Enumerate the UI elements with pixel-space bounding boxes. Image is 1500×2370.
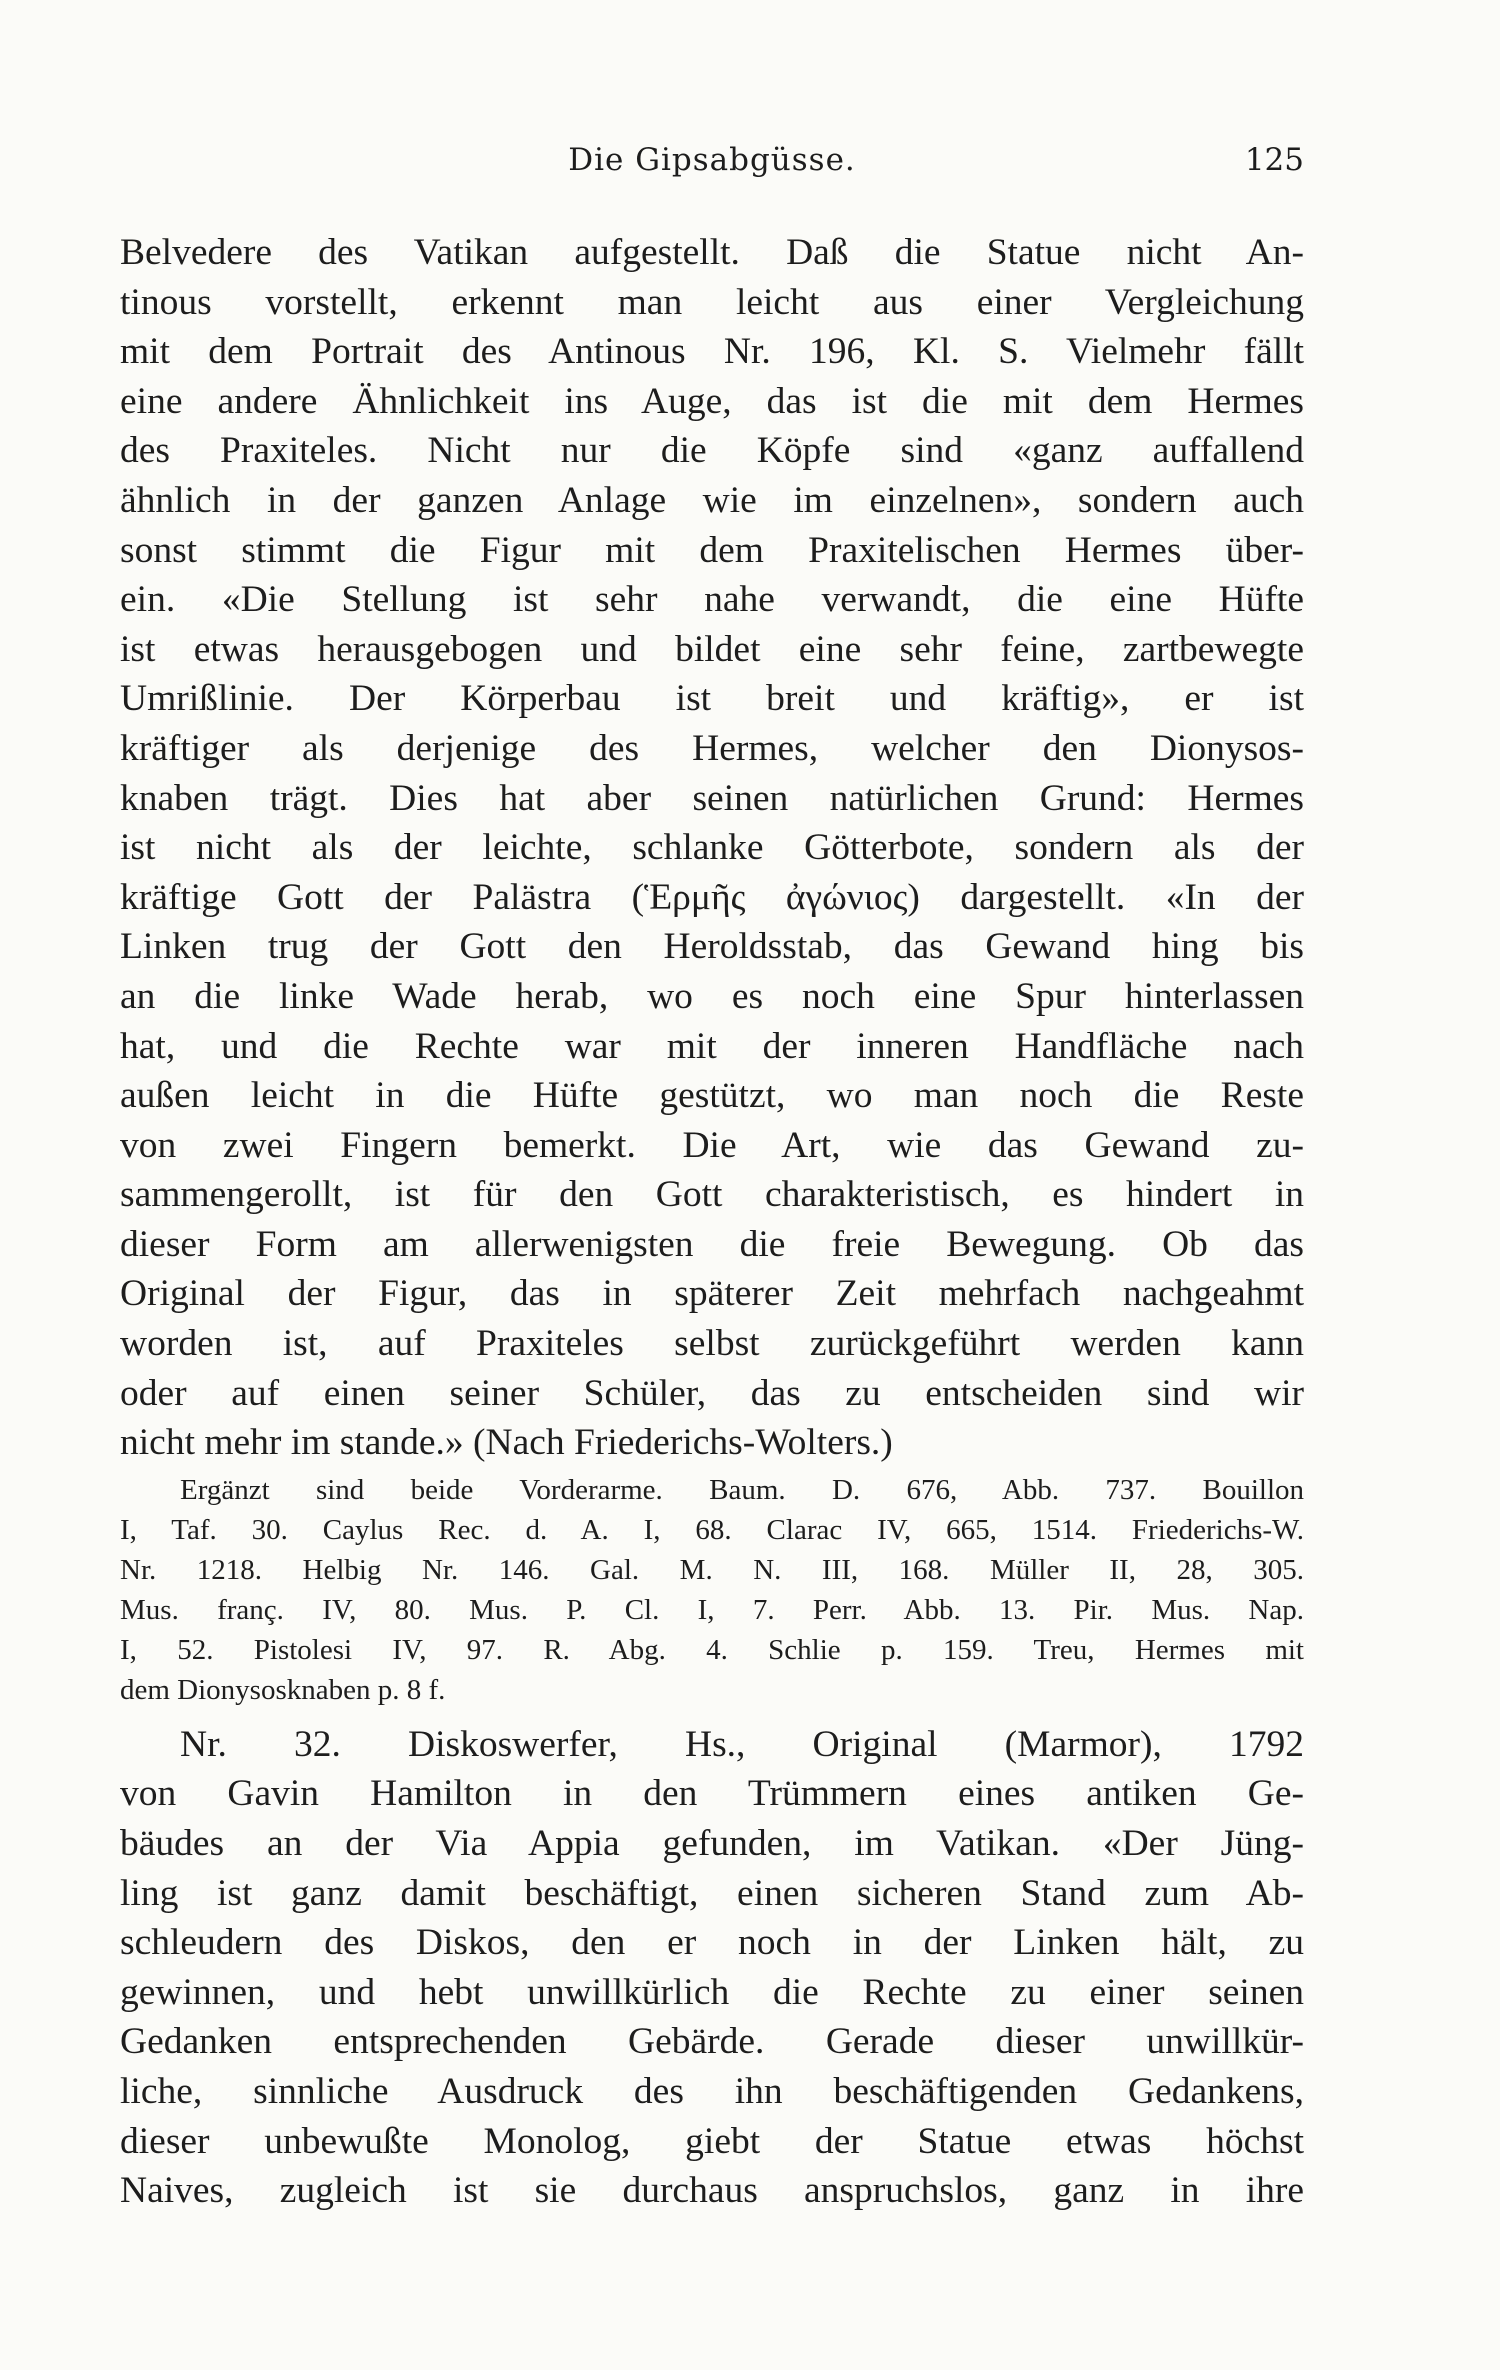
text-line: Original der Figur, das in späterer Zeit mehrfach nachgeahmt xyxy=(120,1273,1304,1315)
reference-line: I, 52. Pistolesi IV, 97. R. Abg. 4. Schlie p. 159. Treu, Hermes mit xyxy=(120,1633,1304,1666)
text-line: Naives, zugleich ist sie durchaus anspruchslos, ganz in ihre xyxy=(120,2170,1304,2212)
text-line: hat, und die Rechte war mit der inneren Handfläche nach xyxy=(120,1025,1304,1067)
text-line: ist etwas herausgebogen und bildet eine sehr feine, zartbewegte xyxy=(120,628,1304,670)
text-line: tinous vorstellt, erkennt man leicht aus einer Vergleichung xyxy=(120,281,1304,323)
text-line: schleudern des Diskos, den er noch in der Linken hält, zu xyxy=(120,1922,1304,1964)
text-line: Belvedere des Vatikan aufgestellt. Daß die Statue nicht An- xyxy=(120,232,1304,273)
reference-line: Mus. franç. IV, 80. Mus. P. Cl. I, 7. Perr. Abb. 13. Pir. Mus. Nap. xyxy=(120,1593,1304,1626)
text-line: gewinnen, und hebt unwillkürlich die Rechte zu einer seinen xyxy=(120,1971,1304,2013)
text-line: kräftige Gott der Palästra (Ἑρμῆς ἀγώνιος) dargestellt. «In der xyxy=(120,876,1304,918)
page-number: 125 xyxy=(1244,142,1304,178)
text-line: sonst stimmt die Figur mit dem Praxitelischen Hermes über- xyxy=(120,529,1304,571)
reference-line: Ergänzt sind beide Vorderarme. Baum. D. 676, Abb. 737. Bouillon xyxy=(180,1473,1304,1506)
running-title: Die Gipsabgüsse. xyxy=(568,142,856,178)
text-line: an die linke Wade herab, wo es noch eine Spur hinterlassen xyxy=(120,975,1304,1017)
page-header xyxy=(120,142,1304,192)
text-line: von zwei Fingern bemerkt. Die Art, wie das Gewand zu- xyxy=(120,1124,1304,1166)
text-line: sammengerollt, ist für den Gott charakteristisch, es hindert in xyxy=(120,1174,1304,1216)
text-line: dieser Form am allerwenigsten die freie Bewegung. Ob das xyxy=(120,1223,1304,1265)
references-note xyxy=(120,1470,1304,1710)
reference-line: dem Dionysosknaben p. 8 f. xyxy=(120,1673,446,1706)
text-line: nicht mehr im stande.» (Nach Friederichs-Wolters.) xyxy=(120,1422,893,1464)
text-line: worden ist, auf Praxiteles selbst zurückgeführt werden kann xyxy=(120,1323,1304,1365)
reference-line: I, Taf. 30. Caylus Rec. d. A. I, 68. Clarac IV, 665, 1514. Friederichs-W. xyxy=(120,1513,1304,1546)
text-line: ist nicht als der leichte, schlanke Götterbote, sondern als der xyxy=(120,827,1304,869)
text-line: kräftiger als derjenige des Hermes, welcher den Dionysos- xyxy=(120,727,1304,769)
text-line: ling ist ganz damit beschäftigt, einen sicheren Stand zum Ab- xyxy=(120,1872,1304,1914)
paragraph-antinous-hermes xyxy=(120,228,1304,1468)
text-line: eine andere Ähnlichkeit ins Auge, das ist die mit dem Hermes xyxy=(120,380,1304,422)
text-line: des Praxiteles. Nicht nur die Köpfe sind «ganz auffallend xyxy=(120,430,1304,472)
text-line: oder auf einen seiner Schüler, das zu entscheiden sind wir xyxy=(120,1372,1304,1414)
text-line: ein. «Die Stellung ist sehr nahe verwandt, die eine Hüfte xyxy=(120,579,1304,621)
text-line: mit dem Portrait des Antinous Nr. 196, Kl. S. Vielmehr fällt xyxy=(120,331,1304,373)
reference-line: Nr. 1218. Helbig Nr. 146. Gal. M. N. III, 168. Müller II, 28, 305. xyxy=(120,1553,1304,1586)
text-line: dieser unbewußte Monolog, giebt der Statue etwas höchst xyxy=(120,2120,1304,2162)
text-line: knaben trägt. Dies hat aber seinen natürlichen Grund: Hermes xyxy=(120,777,1304,819)
text-line: Gedanken entsprechenden Gebärde. Gerade dieser unwillkür- xyxy=(120,2021,1304,2063)
text-line: Umrißlinie. Der Körperbau ist breit und kräftig», er ist xyxy=(120,678,1304,720)
text-line: liche, sinnliche Ausdruck des ihn beschäftigenden Gedankens, xyxy=(120,2071,1304,2112)
body-text xyxy=(120,228,1304,2216)
text-line: bäudes an der Via Appia gefunden, im Vatikan. «Der Jüng- xyxy=(120,1823,1304,1865)
text-line: außen leicht in die Hüfte gestützt, wo man noch die Reste xyxy=(120,1075,1304,1117)
text-line: ähnlich in der ganzen Anlage wie im einzelnen», sondern auch xyxy=(120,479,1304,521)
text-line: von Gavin Hamilton in den Trümmern eines antiken Ge- xyxy=(120,1773,1304,1815)
text-line: Nr. 32. Diskoswerfer, Hs., Original (Marmor), 1792 xyxy=(180,1723,1304,1765)
paragraph-diskoswerfer xyxy=(120,1720,1304,2216)
text-line: Linken trug der Gott den Heroldsstab, das Gewand hing bis xyxy=(120,926,1304,968)
